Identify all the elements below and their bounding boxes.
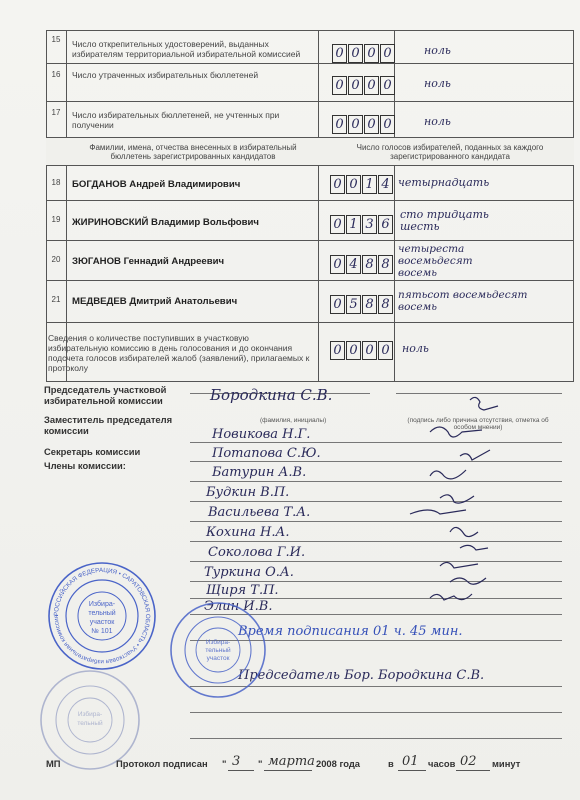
row-number: 19 [51, 215, 61, 224]
amount-in-words: пятьсот восемьдесят восемь [398, 289, 528, 313]
digit-box: 0 [348, 44, 363, 63]
digit-box: 8 [378, 255, 393, 274]
digit-box: 0 [348, 115, 363, 134]
row-number: 17 [51, 108, 61, 117]
signature-mark [440, 495, 474, 503]
signature-mark [440, 562, 478, 568]
amount-in-words: сто тридцать шесть [400, 208, 489, 233]
digit-box: 5 [346, 295, 361, 314]
name-caption: (фамилия, инициалы) [260, 417, 327, 424]
digit-box: 0 [332, 115, 347, 134]
stamp-center: тельный [88, 610, 116, 617]
seal-place-label: МП [46, 758, 61, 769]
digit-box: 8 [362, 255, 377, 274]
digit-box: 0 [380, 44, 395, 63]
candidate-row [46, 200, 574, 241]
signature-mark [460, 450, 490, 460]
svg-text:Избира-: Избира- [77, 711, 103, 718]
digit-box: 0 [332, 44, 347, 63]
amount-in-words: ноль [424, 44, 451, 57]
digit-box: 0 [330, 341, 345, 360]
underline [228, 770, 254, 771]
digit-boxes [330, 341, 394, 360]
stamp-impression-faint [38, 668, 142, 772]
signed-year: 2008 года [316, 758, 361, 769]
amount-in-words: ноль [402, 342, 429, 355]
members-label: Члены комиссии: [44, 460, 126, 471]
secretary-name: Потапова С.Ю. [212, 446, 321, 461]
digit-box: 0 [380, 76, 395, 95]
commission-stamp [46, 560, 158, 672]
member-name: Батурин А.В. [212, 465, 307, 480]
results-table [46, 30, 574, 382]
digit-box: 8 [362, 295, 377, 314]
signed-day: 3 [232, 754, 241, 769]
deputy-label: Заместитель председателя комиссии [44, 414, 173, 436]
member-name: Туркина О.А. [204, 565, 294, 580]
member-name: Кохина Н.А. [206, 525, 290, 540]
signing-time-note: Время подписания 01 ч. 45 мин. [238, 624, 463, 639]
stamp-center: Избира- [88, 601, 116, 608]
signed-minutes: 02 [460, 754, 477, 769]
at-label: в [388, 758, 394, 769]
signature-mark [460, 545, 488, 550]
commission-stamp-secondary [168, 600, 268, 700]
digit-box: 0 [378, 341, 393, 360]
stamp-center: участок [89, 619, 115, 626]
row-label: Число открепительных удостоверений, выданных избирателям территориальной избирательной комиссией [72, 39, 301, 59]
sign-caption: (подпись либо причина отсутствия, отметка об особом мнении) [407, 417, 549, 431]
chair-confirmation-note: Председатель Бор. Бородкина С.В. [238, 668, 485, 683]
svg-text:участок: участок [206, 655, 230, 662]
member-signatures [400, 392, 560, 622]
signature-mark [430, 594, 472, 600]
member-name: Будкин В.П. [206, 485, 290, 500]
signature-line [190, 738, 562, 739]
digit-boxes [330, 255, 394, 274]
signature-mark [450, 527, 478, 536]
digit-boxes [330, 295, 394, 314]
signature-mark [430, 427, 482, 437]
complaints-row [46, 322, 574, 383]
stamp-ring-text: РОССИЙСКАЯ ФЕДЕРАЦИЯ • САРАТОВСКАЯ ОБЛАСТЬ • Участковая избирательная комиссия [52, 566, 152, 666]
underline [456, 770, 490, 771]
candidate-name: ЖИРИНОВСКИЙ Владимир Вольфович [72, 217, 259, 228]
signature-mark [410, 510, 466, 514]
digit-box: 6 [378, 215, 393, 234]
candidate-name: ЗЮГАНОВ Геннадий Андреевич [72, 256, 225, 267]
minutes-label: минут [492, 758, 521, 769]
amount-in-words: ноль [424, 77, 451, 90]
complaints-label: Сведения о количестве поступивших в участковую избирательную комиссию в день голосования и до окончания подсчета голосов избирателей жалоб (заявлений), прилагаемых к протоколу [48, 333, 310, 373]
row-number: 20 [51, 255, 61, 264]
chair-name: Бородкина С.В. [210, 386, 333, 404]
digit-box: 3 [362, 215, 377, 234]
digit-box: 0 [362, 341, 377, 360]
digit-box: 0 [330, 215, 345, 234]
svg-text:тельный: тельный [205, 647, 231, 654]
digit-box: 1 [346, 215, 361, 234]
row-number: 18 [51, 178, 61, 187]
digit-box: 0 [348, 76, 363, 95]
deputy-name: Новикова Н.Г. [212, 427, 311, 442]
signature-mark [450, 578, 486, 584]
digit-box: 0 [346, 341, 361, 360]
candidate-name: МЕДВЕДЕВ Дмитрий Анатольевич [72, 296, 238, 307]
signature-mark [470, 397, 498, 410]
digit-box: 0 [330, 255, 345, 274]
table-row [46, 101, 574, 138]
digit-box: 0 [330, 295, 345, 314]
row-number: 16 [51, 70, 61, 79]
svg-text:тельный: тельный [77, 720, 103, 727]
digit-box: 0 [380, 115, 395, 134]
underline [264, 770, 312, 771]
signature-line [190, 712, 562, 713]
chair-label: Председатель участковой избирательной комиссии [44, 384, 167, 406]
hours-label: часов [428, 758, 456, 769]
digit-boxes [332, 44, 396, 63]
digit-box: 8 [378, 295, 393, 314]
header-right: Число голосов избирателей, поданных за каждого зарегистрированного кандидата [356, 143, 544, 161]
candidate-row [46, 280, 574, 323]
candidate-row [46, 165, 574, 201]
digit-boxes [332, 115, 396, 134]
member-name: Щиря Т.П. [206, 583, 279, 598]
digit-boxes [330, 215, 394, 234]
amount-in-words: четырнадцать [398, 176, 490, 189]
amount-in-words: ноль [424, 115, 451, 128]
signed-hours: 01 [402, 754, 419, 769]
protocol-page: 15 Число открепительных удостоверений, выданных избирателям территориальной избирательной комиссией 0 0 0 0 ноль 16 Число утраченных избирательных бюллетеней 0 0 0 0 ноль 17 Число избирательных бюллетеней, не учтенных при получении 0 0 0 0 ноль Фамилии, имена, отчества внесенных в избирательный бюллетень зарегистрированных кандидатов Число голосов избирателей, поданных за каждого зарегистрированного кандидата 18 БОГДАНОВ Андрей Владимирович 0 0 1 4 четырнадцать 19 ЖИРИНОВСКИЙ Владимир Вольфович 0 1 3 6 сто тридцать шесть 20 ЗЮГАНОВ Геннадий Андреевич 0 4 8 8 четыреста восемьдесят восемь 21 МЕДВЕДЕВ Дмитрий Анатольевич 0 5 8 8 пятьсот восемьдесят восемь Сведения о количестве поступивших в участковую избирательную комиссию в день голосования и до окончания подсчета голосов избирателей жалоб (заявлений), прилагаемых к протоколу 0 0 0 0 ноль Председатель участковой избирательной комиссии Бородкина С.В. (фамилия, инициалы) (подпись либо причина отсутствия, отметка об особом мнении) Заместитель председателя комиссии Новикова Н.Г. Секретарь комиссии Потапова С.Ю. Члены комиссии: Батурин А.В. Будкин В.П. Васильева Т.А. Кохина Н.А. Соколова Г.И. Туркина О.А. Щиря Т.П. Элин И.В. Время подписания 01 ч. 45 мин. Председатель Бор. Бородкина С.В. РОССИЙСКАЯ ФЕДЕРАЦИЯ • САРАТОВСКАЯ ОБЛАСТЬ • Участковая избирательная комиссия Избира- тельный участок № 101 Избира- тельный участок Избира- тельный МП Протокол подписан " 3 " марта 2008 года в 01 часов 02 минут [0, 0, 580, 800]
digit-box: 4 [346, 255, 361, 274]
secretary-label: Секретарь комиссии [44, 446, 141, 457]
digit-box: 0 [346, 175, 361, 194]
digit-box: 4 [378, 175, 393, 194]
stamp-center: № 101 [91, 628, 113, 635]
candidate-row [46, 240, 574, 281]
member-name: Васильева Т.А. [208, 505, 311, 520]
digit-box: 0 [332, 76, 347, 95]
digit-boxes [330, 175, 394, 194]
row-label: Число избирательных бюллетеней, не учтенных при получении [72, 110, 280, 130]
table-row [46, 63, 574, 102]
header-left: Фамилии, имена, отчества внесенных в избирательный бюллетень зарегистрированных кандидатов [89, 143, 297, 161]
digit-box: 0 [330, 175, 345, 194]
svg-text:Избира-: Избира- [205, 639, 231, 646]
signature-mark [430, 470, 466, 479]
candidates-header [46, 137, 574, 166]
digit-box: 0 [364, 44, 379, 63]
digit-box: 0 [364, 115, 379, 134]
digit-box: 0 [364, 76, 379, 95]
table-row [46, 30, 574, 64]
member-name: Соколова Г.И. [208, 545, 306, 560]
candidate-name: БОГДАНОВ Андрей Владимирович [72, 179, 241, 190]
row-number: 15 [51, 35, 61, 44]
row-label: Число утраченных избирательных бюллетеней [72, 70, 259, 80]
signed-month: марта [268, 754, 315, 769]
signed-label: Протокол подписан [116, 758, 208, 769]
digit-boxes [332, 76, 396, 95]
digit-box: 1 [362, 175, 377, 194]
amount-in-words: четыреста восемьдесят восемь [398, 243, 473, 279]
member-name: Элин И.В. [204, 599, 273, 614]
row-number: 21 [51, 295, 61, 304]
underline [398, 770, 426, 771]
